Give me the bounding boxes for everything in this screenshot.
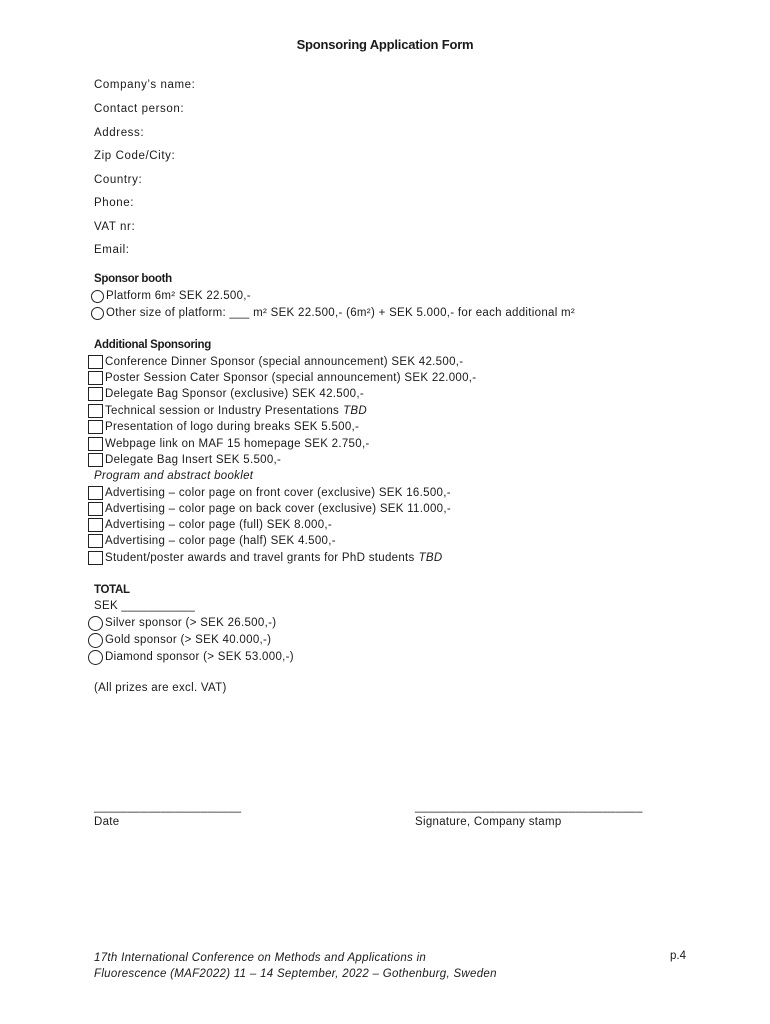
checkbox-label: Advertising – color page on front cover (exclusive) SEK 16.500,- (105, 487, 451, 499)
level-label: Silver sponsor (> SEK 26.500,-) (105, 617, 277, 629)
checkbox[interactable] (88, 518, 103, 532)
vat-note: (All prizes are excl. VAT) (94, 682, 227, 694)
checkbox[interactable] (88, 437, 103, 451)
checkbox-label: Student/poster awards and travel grants for PhD students (105, 552, 415, 564)
date-label: Date (94, 816, 120, 828)
checkbox-label: Advertising – color page on back cover (exclusive) SEK 11.000,- (105, 503, 451, 515)
level-option-gold[interactable] (88, 632, 271, 648)
tbd-label: TBD (343, 405, 367, 417)
footer-line-1: 17th International Conference on Methods and Applications in (94, 952, 427, 964)
checkbox-label: Delegate Bag Sponsor (exclusive) SEK 42.500,- (105, 388, 364, 400)
checkbox-row[interactable] (88, 485, 451, 501)
checkbox[interactable] (88, 387, 103, 401)
company-name-field: Company’s name: (94, 79, 196, 91)
footer-line-2: Fluorescence (MAF2022) 11 – 14 September, 2022 – Gothenburg, Sweden (94, 968, 497, 980)
checkbox[interactable] (88, 534, 103, 548)
signature-label: Signature, Company stamp (415, 816, 562, 828)
signature-line: __________________________________ (415, 801, 643, 813)
address-field: Address: (94, 127, 145, 139)
checkbox[interactable] (88, 404, 103, 418)
checkbox[interactable] (88, 486, 103, 500)
checkbox-label: Advertising – color page (half) SEK 4.500,- (105, 535, 336, 547)
checkbox[interactable] (88, 453, 103, 467)
country-field: Country: (94, 174, 143, 186)
vat-field: VAT nr: (94, 221, 136, 233)
checkbox-label: Webpage link on MAF 15 homepage SEK 2.750,- (105, 438, 370, 450)
checkbox[interactable] (88, 551, 103, 565)
checkbox-label: Conference Dinner Sponsor (special announcement) SEK 42.500,- (105, 356, 464, 368)
email-field: Email: (94, 244, 130, 256)
total-heading: TOTAL (94, 584, 130, 596)
checkbox-row[interactable] (88, 436, 370, 452)
checkbox-label: Advertising – color page (full) SEK 8.000,- (105, 519, 333, 531)
additional-sponsoring-heading: Additional Sponsoring (94, 339, 211, 351)
checkbox-row[interactable] (88, 419, 359, 435)
radio-button[interactable] (91, 307, 104, 320)
checkbox-label: Technical session or Industry Presentations (105, 405, 340, 417)
checkbox-row[interactable] (88, 533, 336, 549)
phone-field: Phone: (94, 197, 135, 209)
checkbox[interactable] (88, 371, 103, 385)
checkbox[interactable] (88, 502, 103, 516)
checkbox[interactable] (88, 420, 103, 434)
booklet-subheading: Program and abstract booklet (94, 470, 254, 482)
checkbox-label: Delegate Bag Insert SEK 5.500,- (105, 454, 282, 466)
checkbox-row[interactable] (88, 452, 281, 468)
checkbox-row[interactable] (88, 354, 463, 370)
level-label: Gold sponsor (> SEK 40.000,-) (105, 634, 272, 646)
booth-option-label: Platform 6m² SEK 22.500,- (106, 290, 251, 302)
checkbox-row[interactable] (88, 403, 367, 419)
contact-person-field: Contact person: (94, 103, 185, 115)
booth-option-other-size[interactable] (91, 305, 575, 321)
level-label: Diamond sponsor (> SEK 53.000,-) (105, 651, 294, 663)
checkbox-label: Presentation of logo during breaks SEK 5.500,- (105, 421, 360, 433)
checkbox-row[interactable] (88, 550, 442, 566)
level-option-diamond[interactable] (88, 649, 294, 665)
radio-button[interactable] (88, 650, 103, 665)
page-number: p.4 (670, 950, 686, 962)
radio-button[interactable] (91, 290, 104, 303)
sek-total-line: SEK ___________ (94, 600, 196, 612)
level-option-silver[interactable] (88, 615, 276, 631)
date-line: ______________________ (94, 801, 242, 813)
checkbox-label: Poster Session Cater Sponsor (special announcement) SEK 22.000,- (105, 372, 477, 384)
radio-button[interactable] (88, 633, 103, 648)
sponsor-booth-heading: Sponsor booth (94, 273, 172, 285)
checkbox-row[interactable] (88, 386, 364, 402)
page-title: Sponsoring Application Form (296, 37, 474, 52)
booth-option-platform[interactable] (91, 288, 251, 304)
checkbox-row[interactable] (88, 501, 451, 517)
radio-button[interactable] (88, 616, 103, 631)
checkbox-row[interactable] (88, 517, 332, 533)
tbd-label: TBD (418, 552, 443, 564)
checkbox-row[interactable] (88, 370, 476, 386)
checkbox[interactable] (88, 355, 103, 369)
booth-option-label: Other size of platform: ___ m² SEK 22.500,- (6m²) + SEK 5.000,- for each additional m² (106, 307, 576, 319)
zip-city-field: Zip Code/City: (94, 150, 176, 162)
